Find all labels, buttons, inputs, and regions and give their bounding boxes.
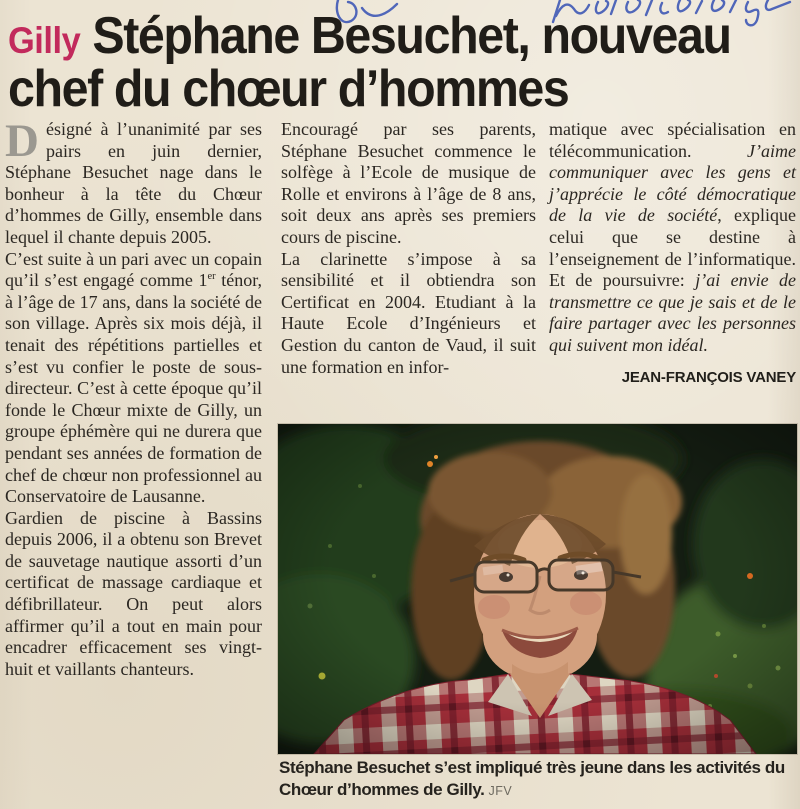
column-paragraphs — [281, 119, 536, 378]
article-paragraph: matique avec spécialisation en télécommunication. J’aime communiquer avec les gens et j’apprécie le côté démocratique de la vie de société, explique celui que se destine à l’enseignement de l’informatique. Et de poursuivre: j’ai envie de transmettre ce que je sais et de le faire partager avec les personnes qui suivent mon idéal. — [549, 119, 796, 355]
headline — [8, 7, 771, 118]
byline: JEAN-FRANÇOIS VANEY — [621, 368, 796, 386]
drop-cap: D — [5, 115, 39, 167]
kicker-gilly: Gilly — [8, 20, 81, 61]
headline-text-2: chef du chœur d’hommes — [8, 60, 569, 118]
article-column-2 — [281, 119, 536, 378]
column-paragraphs — [549, 119, 796, 357]
headline-text-1: Stéphane Besuchet, nouveau — [92, 7, 731, 65]
headline-line-1 — [8, 7, 771, 65]
article-paragraph: Gardien de piscine à Bassins depuis 2006, il a obtenu son Brevet de sauvetage nautique assorti d’un certificat de massage cardiaque et défibrillateur. On peut alors affirmer qu’il a tout en main pour encadrer efficacement ses vingt-huit et vaillants chanteurs. — [5, 507, 262, 679]
column-paragraphs — [5, 115, 262, 680]
article-column-3 — [549, 119, 796, 388]
portrait-photo-art — [278, 424, 797, 754]
article-paragraph: C’est suite à un pari avec un copain qu’il s’est engagé comme 1er ténor, à l’âge de 17 ans, dans la société de son village. Après six mois déjà, il tenait des répétitions partielles et s’est vu confier le poste de sous-directeur. C’est à cette époque qu’il fonde le Chœur mixte de Gilly, un groupe éphémère qui ne durera que pendant ses années de formation de chef de chœur non professionnel au Conservatoire de Lausanne. — [5, 248, 262, 507]
photo-caption: Stéphane Besuchet s’est impliqué très jeune dans les activités du Chœur d’hommes de Gilly. — [279, 758, 785, 799]
article-paragraph: La clarinette s’impose à sa sensibilité et il obtiendra son Certificat en 2004. Etudiant à la Haute Ecole d’Ingénieurs et Gestion du canton de Vaud, il suit une formation en infor- — [281, 248, 536, 377]
article-paragraph: Encouragé par ses parents, Stéphane Besuchet commence le solfège à l’Ecole de musique de Rolle et environs à l’âge de 8 ans, soit deux ans après ses premiers cours de piscine. — [281, 119, 536, 247]
article-paragraph: Désigné à l’unanimité par ses pairs en juin dernier, Stéphane Besuchet nage dans le bonheur à la tête du Chœur d’hommes de Gilly, ensemble dans lequel il chante depuis 2005. — [5, 115, 262, 247]
portrait-photo — [278, 424, 797, 754]
article-column-1 — [5, 115, 262, 680]
photo-vignette — [278, 424, 797, 754]
photo-caption-block — [279, 757, 800, 802]
photo-credit: JFV — [488, 784, 513, 798]
